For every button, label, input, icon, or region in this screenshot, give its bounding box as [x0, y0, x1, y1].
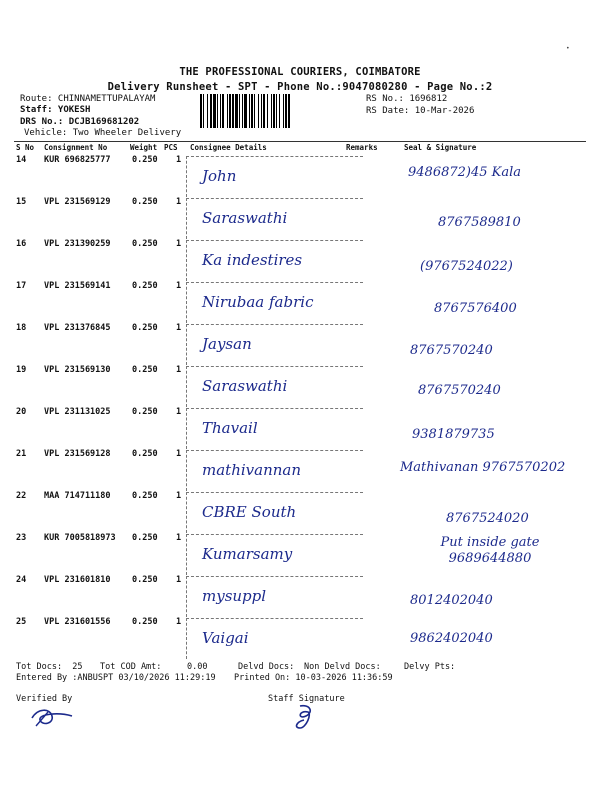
row-consignment: KUR 7005818973: [44, 533, 116, 543]
row-consignee: John: [202, 167, 237, 185]
row-pcs: 1: [176, 407, 182, 417]
row-consignment: VPL 231569130: [44, 365, 111, 375]
row-consignment: KUR 696825777: [44, 155, 111, 165]
row-consignee: Nirubaa fabric: [202, 293, 314, 311]
tot-cod: Tot COD Amt: 0.00: [100, 662, 208, 672]
row-pcs: 1: [176, 365, 182, 375]
table-row: [14, 279, 586, 321]
row-pcs: 1: [176, 239, 182, 249]
table-row: [14, 363, 586, 405]
col-consignee: Consignee Details: [190, 143, 267, 152]
printed-on: Printed On: 10-03-2026 11:36:59: [234, 673, 393, 683]
row-consignment: VPL 231569128: [44, 449, 111, 459]
row-signature: Mathivanan 9767570202: [400, 460, 566, 475]
row-weight: 0.250: [132, 617, 158, 627]
barcode-bar: [288, 94, 290, 128]
row-consignee: Jaysan: [202, 335, 252, 353]
entered-by: Entered By :ANBUSPT 03/10/2026 11:29:19: [16, 673, 216, 683]
barcode-image: [200, 94, 362, 128]
col-consignment: Consignment No: [44, 143, 108, 152]
row-consignee: mysuppl: [202, 587, 267, 605]
row-consignment: MAA 714711180: [44, 491, 111, 501]
row-sno: 17: [16, 281, 27, 291]
drs-text: DRS No.: DCJB169681202: [20, 117, 140, 127]
row-consignee: Ka indestires: [202, 251, 303, 269]
row-consignment: VPL 231601556: [44, 617, 111, 627]
row-weight: 0.250: [132, 197, 158, 207]
row-sno: 19: [16, 365, 27, 375]
row-weight: 0.250: [132, 155, 158, 165]
row-weight: 0.250: [132, 533, 158, 543]
row-sno: 15: [16, 197, 27, 207]
row-consignee: Saraswathi: [202, 377, 288, 395]
row-pcs: 1: [176, 533, 182, 543]
row-consignee: Thavail: [202, 419, 258, 437]
row-consignment: VPL 231601810: [44, 575, 111, 585]
row-weight: 0.250: [132, 407, 158, 417]
rs-date-text: RS Date: 10-Mar-2026: [366, 106, 475, 116]
row-sno: 14: [16, 155, 27, 165]
row-consignment: VPL 231390259: [44, 239, 111, 249]
row-pcs: 1: [176, 575, 182, 585]
delvy-pts: Delvy Pts:: [404, 662, 456, 672]
table-row: [14, 447, 586, 489]
route-text: Route: CHINNAMETTUPALAYAM: [20, 94, 156, 104]
row-sno: 18: [16, 323, 27, 333]
row-consignee: Vaigai: [202, 629, 249, 647]
row-consignee: CBRE South: [202, 503, 297, 521]
table-row: [14, 489, 586, 531]
table-row: [14, 615, 586, 657]
row-weight: 0.250: [132, 575, 158, 585]
row-sno: 16: [16, 239, 27, 249]
row-signature: 8767576400: [434, 301, 517, 316]
row-sno: 20: [16, 407, 27, 417]
row-signature: (9767524022): [420, 259, 513, 274]
table-row: [14, 321, 586, 363]
row-consignment: VPL 231569129: [44, 197, 111, 207]
verified-by-label: Verified By: [16, 694, 73, 704]
delvd-docs: Delvd Docs:: [238, 662, 295, 672]
row-signature: 8767570240: [418, 383, 501, 398]
col-weight: Weight: [130, 143, 158, 152]
row-pcs: 1: [176, 281, 182, 291]
verified-signature-mark: [28, 704, 78, 730]
row-consignee: Saraswathi: [202, 209, 288, 227]
row-signature: 9381879735: [412, 427, 495, 442]
company-title: THE PROFESSIONAL COURIERS, COIMBATORE: [179, 66, 421, 78]
row-sno: 25: [16, 617, 27, 627]
row-signature: 8767589810: [438, 215, 521, 230]
row-pcs: 1: [176, 155, 182, 165]
col-remarks: Remarks: [346, 143, 378, 152]
row-pcs: 1: [176, 491, 182, 501]
row-weight: 0.250: [132, 365, 158, 375]
row-signature: 9486872)45 Kala: [408, 165, 522, 180]
row-signature: 8012402040: [410, 593, 493, 608]
table-row: [14, 573, 586, 615]
row-sno: 22: [16, 491, 27, 501]
col-sno: S No: [16, 143, 35, 152]
table-top-rule: [14, 141, 586, 142]
col-pcs: PCS: [164, 143, 178, 152]
vehicle-text: Vehicle: Two Wheeler Delivery: [24, 128, 182, 138]
row-consignee: Kumarsamy: [202, 545, 293, 563]
row-signature: Put inside gate 9689644880: [440, 535, 540, 566]
row-signature: 9862402040: [410, 631, 493, 646]
row-pcs: 1: [176, 449, 182, 459]
table-row: [14, 153, 586, 195]
row-consignment: VPL 231131025: [44, 407, 111, 417]
row-weight: 0.250: [132, 449, 158, 459]
runsheet-title: Delivery Runsheet - SPT - Phone No.:9047080280 - Page No.:2: [107, 81, 493, 93]
non-delvd-docs: Non Delvd Docs:: [304, 662, 381, 672]
corner-mark: •: [566, 45, 570, 52]
table-row: [14, 195, 586, 237]
table-row: [14, 237, 586, 279]
rs-no-text: RS No.: 1696812: [366, 94, 448, 104]
row-pcs: 1: [176, 197, 182, 207]
table-row: [14, 531, 586, 573]
staff-signature-label: Staff Signature: [268, 694, 345, 704]
row-signature: 8767524020: [446, 511, 529, 526]
row-sno: 24: [16, 575, 27, 585]
row-pcs: 1: [176, 617, 182, 627]
row-signature: 8767570240: [410, 343, 493, 358]
col-seal: Seal & Signature: [404, 143, 477, 152]
row-consignee: mathivannan: [202, 461, 301, 479]
staff-text: Staff: YOKESH: [20, 105, 91, 115]
table-row: [14, 405, 586, 447]
row-consignment: VPL 231376845: [44, 323, 111, 333]
staff-signature-mark: [290, 702, 320, 732]
row-pcs: 1: [176, 323, 182, 333]
tot-docs: Tot Docs: 25: [16, 662, 83, 672]
row-sno: 21: [16, 449, 27, 459]
row-weight: 0.250: [132, 239, 158, 249]
row-weight: 0.250: [132, 323, 158, 333]
row-weight: 0.250: [132, 281, 158, 291]
row-weight: 0.250: [132, 491, 158, 501]
row-sno: 23: [16, 533, 27, 543]
row-consignment: VPL 231569141: [44, 281, 111, 291]
